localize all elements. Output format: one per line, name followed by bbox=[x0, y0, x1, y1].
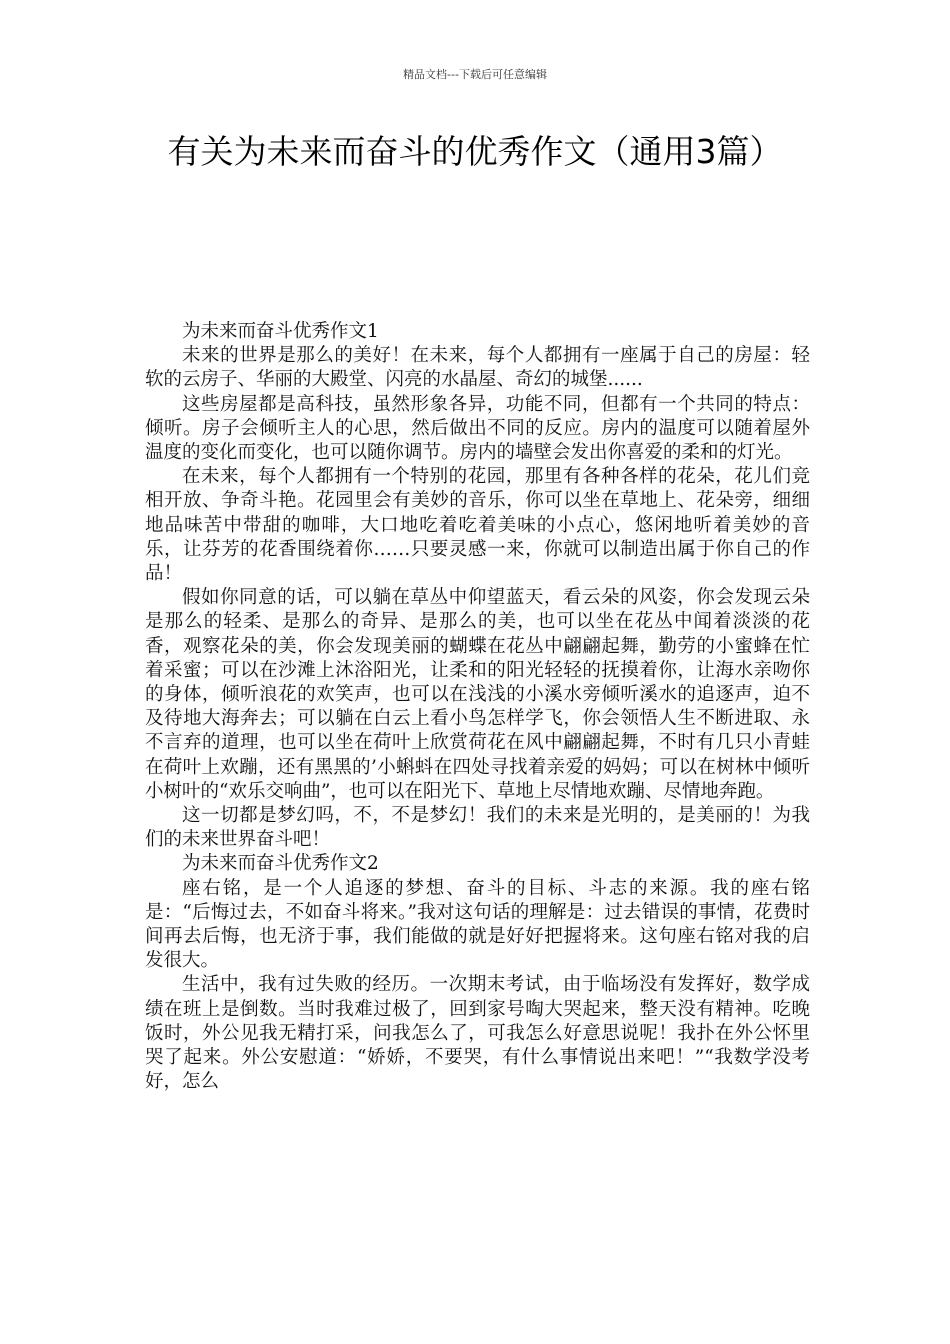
paragraph: 座右铭，是一个人追逐的梦想、奋斗的目标、斗志的来源。我的座右铭是：“后悔过去，不如奋斗将来。”我对这句话的理解是：过去错误的事情，花费时间再去后悔，也无济于事，我们能做的就是好好把握将来。这句座右铭对我的启发很大。 bbox=[145, 877, 810, 972]
paragraph: 假如你同意的话，可以躺在草丛中仰望蓝天，看云朵的风姿，你会发现云朵是那么的轻柔、是那么的奇异、是那么的美，也可以坐在花丛中闻着淡淡的花香，观察花朵的美，你会发现美丽的蝴蝶在花丛中翩翩起舞，勤劳的小蜜蜂在忙着采蜜；可以在沙滩上沐浴阳光，让柔和的阳光轻轻的抚摸着你，让海水亲吻你的身体，倾听浪花的欢笑声，也可以在浅浅的小溪水旁倾听溪水的追逐声，迫不及待地大海奔去；可以躺在白云上看小鸟怎样学飞，你会领悟人生不断进取、永不言弃的道理，也可以坐在荷叶上欣赏荷花在风中翩翩起舞，不时有几只小青蛙在荷叶上欢蹦，还有黑黑的’小蝌蚪在四处寻找着亲爱的妈妈；可以在树林中倾听小树叶的“欢乐交响曲”，也可以在阳光下、草地上尽情地欢蹦、尽情地奔跑。 bbox=[145, 587, 810, 802]
header-note: 精品文档---下载后可任意编辑 bbox=[403, 68, 547, 81]
paragraph: 生活中，我有过失败的经历。一次期末考试，由于临场没有发挥好，数学成绩在班上是倒数。当时我难过极了，回到家号啕大哭起来，整天没有精神。吃晚饭时，外公见我无精打采，问我怎么了，可我怎么好意思说呢！我扑在外公怀里哭了起来。外公安慰道：“娇娇，不要哭，有什么事情说出来吧！”“我数学没考好，怎么 bbox=[145, 974, 810, 1093]
paragraph: 在未来，每个人都拥有一个特别的花园，那里有各种各样的花朵，花儿们竞相开放、争奇斗艳。花园里会有美妙的音乐，你可以坐在草地上、花朵旁，细细地品味苦中带甜的咖啡，大口地吃着吃着美味的小点心，悠闲地听着美妙的音乐，让芬芳的花香围绕着你……只要灵感一来，你就可以制造出属于你自己的作品！ bbox=[145, 466, 810, 585]
paragraph: 这一切都是梦幻吗，不，不是梦幻！我们的未来是光明的，是美丽的！为我们的未来世界奋斗吧！ bbox=[145, 805, 810, 851]
essay-section-1 bbox=[145, 320, 810, 852]
section-heading: 为未来而奋斗优秀作文2 bbox=[182, 853, 379, 875]
document-body bbox=[145, 320, 810, 1095]
essay-section-2 bbox=[145, 852, 810, 1094]
document-title: 有关为未来而奋斗的优秀作文（通用3篇） bbox=[167, 132, 783, 171]
section-heading: 为未来而奋斗优秀作文1 bbox=[182, 321, 379, 342]
paragraph: 未来的世界是那么的美好！在未来，每个人都拥有一座属于自己的房屋：轻软的云房子、华丽的大殿堂、闪亮的水晶屋、奇幻的城堡...... bbox=[145, 345, 810, 391]
paragraph: 这些房屋都是高科技，虽然形象各异，功能不同，但都有一个共同的特点：倾听。房子会倾听主人的心思，然后做出不同的反应。房内的温度可以随着屋外温度的变化而变化，也可以随你调节。房内的墙壁会发出你喜爱的柔和的灯光。 bbox=[145, 393, 810, 464]
